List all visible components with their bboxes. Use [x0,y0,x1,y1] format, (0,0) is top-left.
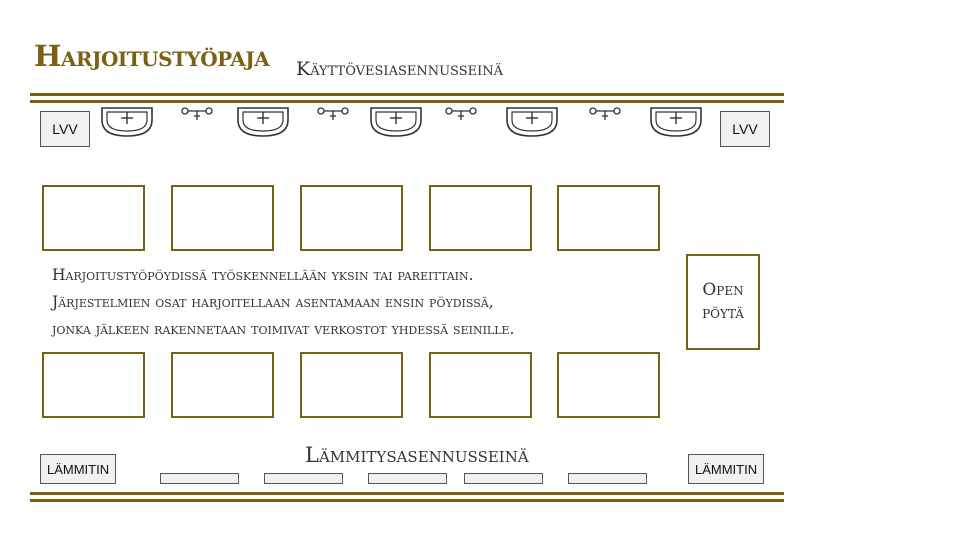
sink-icon [371,108,421,136]
description-line-2: Järjestelmien osat harjoitellaan asentamaan ensin pöydissä, [52,293,494,311]
teacher-desk [686,254,760,350]
description-line-3: jonka jälkeen rakennetaan toimivat verkostot yhdessä seinille. [52,320,515,338]
description-text [52,262,652,343]
radiator-1 [160,473,239,484]
teacher-desk-label-line-1: Open [702,280,744,301]
sink-icon [238,108,288,136]
lvv-box-left: LVV [40,111,90,147]
sink-icon [651,108,701,136]
faucet-icon [590,108,620,120]
teacher-desk-label-line-2: pöytä [702,303,744,323]
student-desk-top-4 [429,185,532,251]
heater-box-left: LÄMMITIN [40,454,116,484]
student-desk-bottom-1 [42,352,145,418]
radiator-2 [264,473,343,484]
sink-icon [102,108,152,136]
plumbing-fixtures [0,0,960,160]
page-title: Harjoitustyöpaja [34,39,270,73]
plumbing-wall-label: Käyttövesiasennusseinä [296,58,504,80]
heating-wall-label: Lämmitysasennusseinä [305,443,529,467]
faucet-icon [318,108,348,120]
student-desk-bottom-4 [429,352,532,418]
radiator-5 [568,473,647,484]
sink-icon [507,108,557,136]
bottom-wall-line-inner [30,492,784,495]
radiator-4 [464,473,543,484]
bottom-wall-line-outer [30,499,784,502]
student-desk-bottom-3 [300,352,403,418]
student-desk-top-1 [42,185,145,251]
lvv-box-right: LVV [720,111,770,147]
faucet-icon [446,108,476,120]
student-desk-bottom-2 [171,352,274,418]
student-desk-top-2 [171,185,274,251]
description-line-1: Harjoitustyöpöydissä työskennellään yksin tai pareittain. [52,266,474,284]
student-desk-bottom-5 [557,352,660,418]
radiator-3 [368,473,447,484]
heater-box-right: LÄMMITIN [688,454,764,484]
faucet-icon [182,108,212,120]
student-desk-top-5 [557,185,660,251]
student-desk-top-3 [300,185,403,251]
